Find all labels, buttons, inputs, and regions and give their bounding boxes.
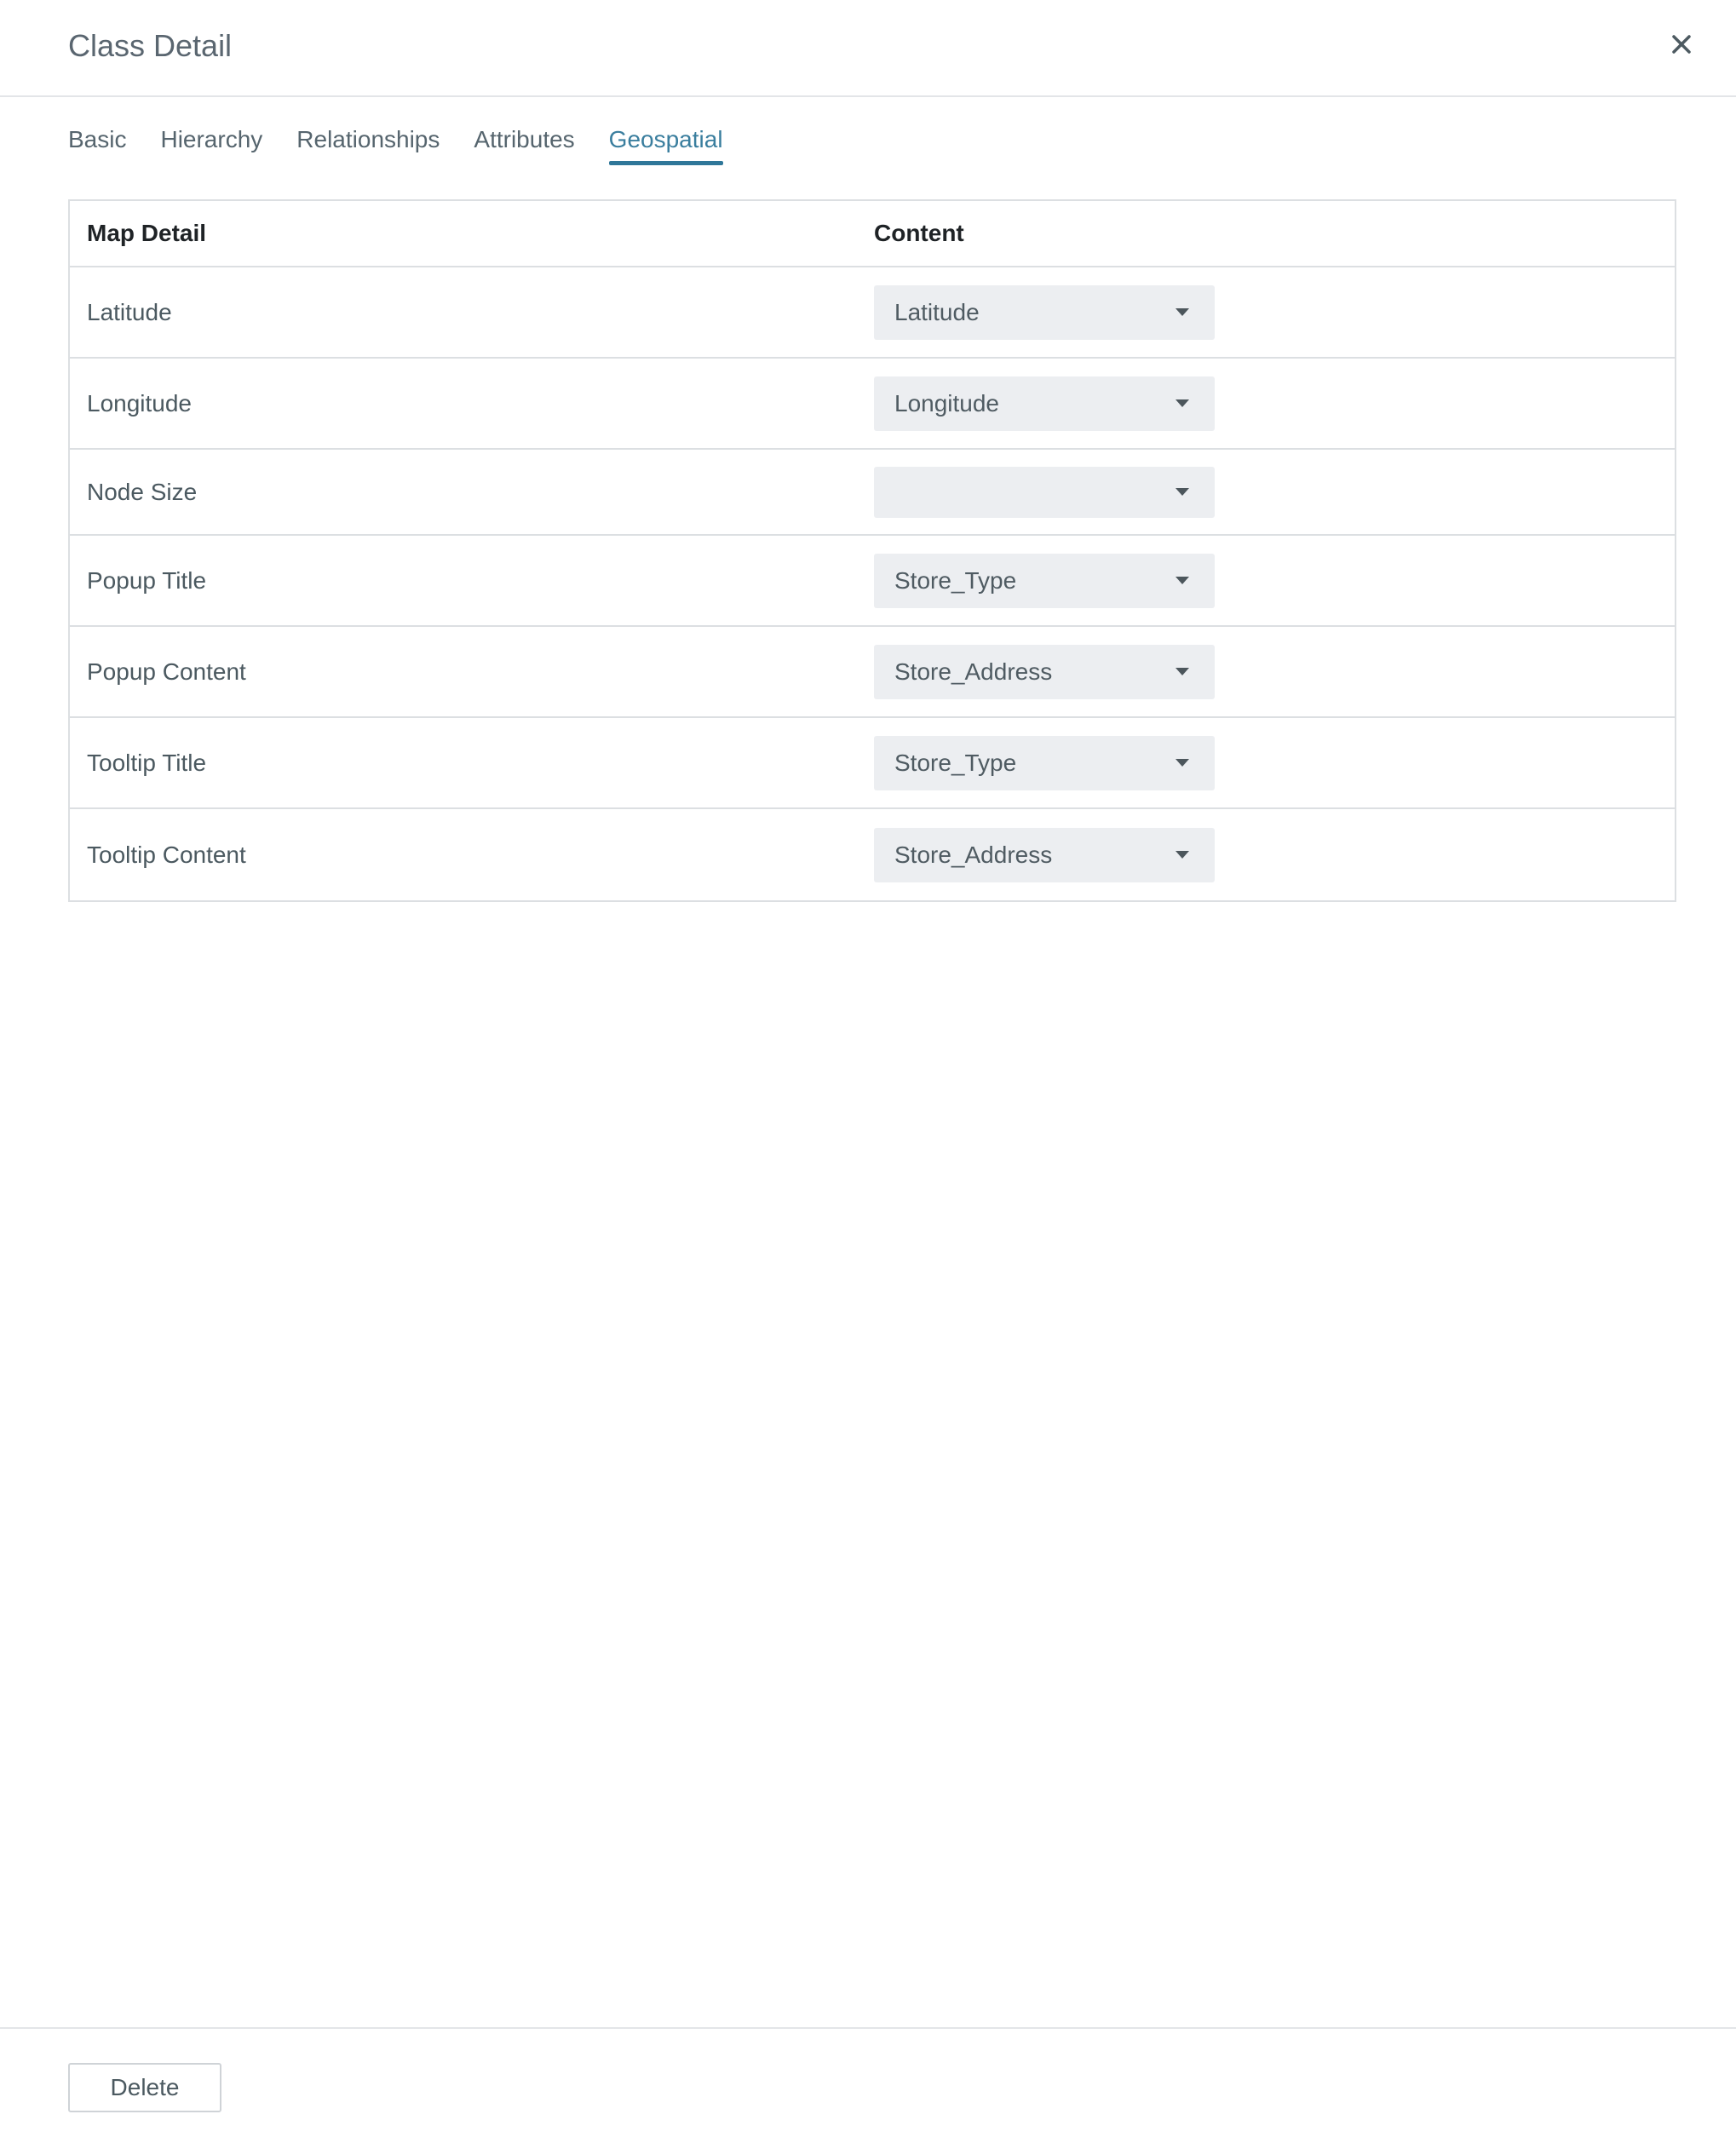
table-row <box>70 359 1675 450</box>
select-value: Store_Type <box>894 566 1017 594</box>
table-header-row <box>70 201 1675 267</box>
chevron-down-icon <box>1176 488 1189 496</box>
table-row <box>70 267 1675 359</box>
select-value: Store_Address <box>894 841 1053 868</box>
tab-hierarchy[interactable]: Hierarchy <box>160 126 263 152</box>
table-row <box>70 718 1675 809</box>
column-header-content: Content <box>874 220 964 246</box>
latitude-select[interactable] <box>874 285 1215 340</box>
row-label: Tooltip Content <box>87 841 246 868</box>
column-header-map-detail: Map Detail <box>87 220 207 246</box>
tab-bar <box>68 124 723 167</box>
tab-geospatial[interactable]: Geospatial <box>609 124 723 167</box>
longitude-select[interactable] <box>874 376 1215 431</box>
select-value: Latitude <box>894 298 980 325</box>
select-value: Longitude <box>894 389 1000 417</box>
row-label: Node Size <box>87 478 198 505</box>
row-label: Longitude <box>87 389 193 417</box>
page-title: Class Detail <box>68 28 233 63</box>
row-label: Tooltip Title <box>87 749 207 776</box>
modal-header <box>0 0 1736 97</box>
close-button[interactable] <box>1663 27 1700 65</box>
row-label: Popup Title <box>87 566 207 594</box>
popup-content-select[interactable] <box>874 645 1215 699</box>
popup-title-select[interactable] <box>874 554 1215 608</box>
tab-attributes[interactable]: Attributes <box>474 126 575 152</box>
row-label: Popup Content <box>87 658 246 685</box>
row-label: Latitude <box>87 298 172 325</box>
table-row <box>70 809 1675 900</box>
chevron-down-icon <box>1176 668 1189 675</box>
chevron-down-icon <box>1176 577 1189 584</box>
chevron-down-icon <box>1176 759 1189 767</box>
delete-button[interactable]: Delete <box>68 2063 221 2112</box>
node-size-select[interactable] <box>874 467 1215 518</box>
map-detail-table <box>68 199 1676 902</box>
tooltip-title-select[interactable] <box>874 736 1215 790</box>
close-icon <box>1670 33 1693 60</box>
chevron-down-icon <box>1176 308 1189 316</box>
tab-basic[interactable]: Basic <box>68 126 127 152</box>
table-row <box>70 536 1675 627</box>
table-row <box>70 450 1675 536</box>
chevron-down-icon <box>1176 851 1189 859</box>
select-value: Store_Type <box>894 749 1017 776</box>
select-value: Store_Address <box>894 658 1053 685</box>
table-row <box>70 627 1675 718</box>
tooltip-content-select[interactable] <box>874 828 1215 882</box>
modal-footer <box>0 2027 1736 2143</box>
tab-relationships[interactable]: Relationships <box>296 126 440 152</box>
chevron-down-icon <box>1176 399 1189 407</box>
